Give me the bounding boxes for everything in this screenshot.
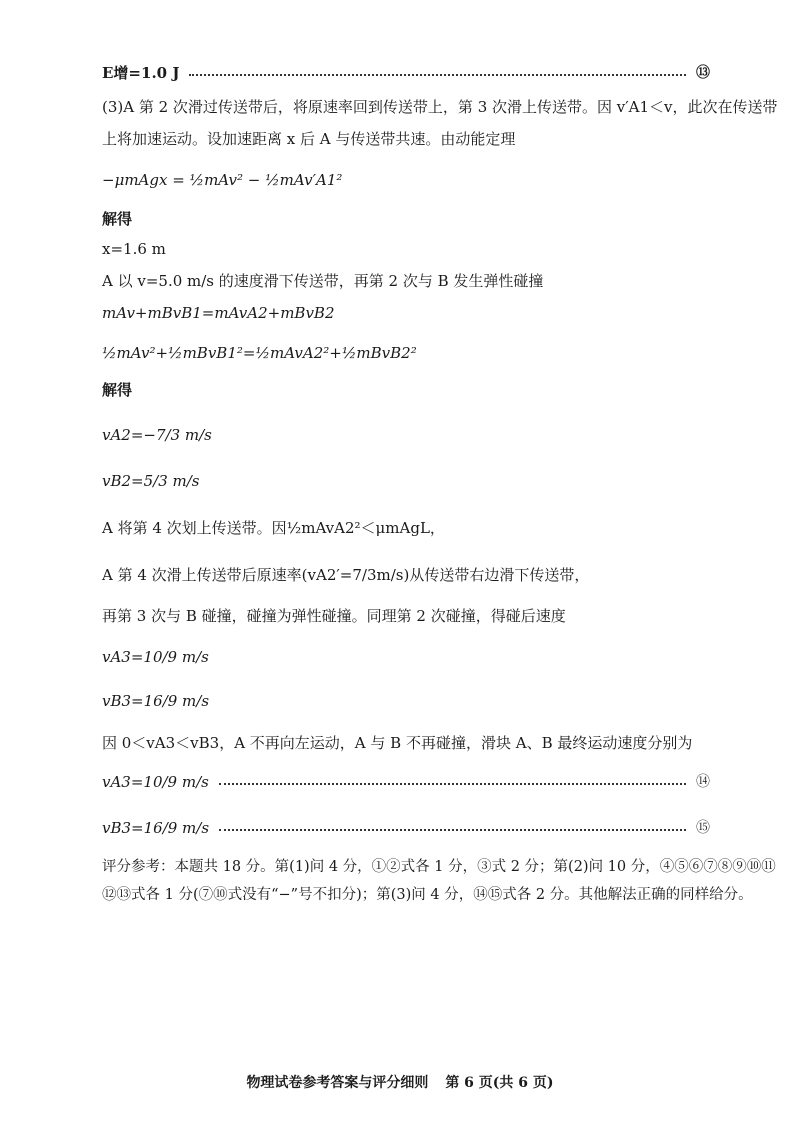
- final-vB3-line: [102, 818, 710, 838]
- leader-dots: [219, 829, 686, 831]
- final-vA3-line: [102, 772, 710, 792]
- solution-label-2: 解得: [102, 381, 133, 399]
- part3-paragraph-2: 上将加速运动。设加速距离 x 后 A 与传送带共速。由动能定理: [102, 130, 516, 148]
- third-collision-sentence: 再第 3 次与 B 碰撞，碰撞为弹性碰撞。同理第 2 次碰撞，得碰后速度: [102, 607, 566, 625]
- eq-marker-15: ⑮: [696, 820, 710, 836]
- second-collision-sentence: A 以 v=5.0 m/s 的速度滑下传送带，再第 2 次与 B 发生弹性碰撞: [102, 272, 544, 290]
- vB2-result: vB2=5/3 m/s: [102, 472, 200, 490]
- fourth-descent-sentence: A 第 4 次滑上传送带后原速率(vA2′=7/3m/s)从传送带右边滑下传送带，: [102, 566, 590, 584]
- momentum-equation: mAv+mBvB1=mAvA2+mBvB2: [102, 304, 335, 322]
- solution-label-1: 解得: [102, 210, 133, 228]
- energy-line: [102, 63, 710, 83]
- energy-equation: E增=1.0 J: [102, 64, 180, 82]
- leader-dots: [219, 783, 686, 785]
- work-energy-equation: −μmAgx = ½mAv² − ½mAv′A1²: [102, 171, 343, 189]
- page-footer: [0, 1072, 800, 1092]
- footer-page-number: 第 6 页(共 6 页): [445, 1075, 554, 1091]
- part3-paragraph-1: (3)A 第 2 次滑过传送带后，将原速率回到传送带上，第 3 次滑上传送带。因 v′A1＜v，此次在传送带: [102, 98, 778, 116]
- fourth-ascent-sentence: A 将第 4 次划上传送带。因½mAvA2²＜μmAgL，: [102, 519, 445, 537]
- conclusion-sentence: 因 0＜vA3＜vB3，A 不再向左运动，A 与 B 不再碰撞，滑块 A、B 最终运动速度分别为: [102, 734, 693, 752]
- footer-title: 物理试卷参考答案与评分细则: [246, 1075, 429, 1091]
- final-vA3: vA3=10/9 m/s: [102, 773, 209, 791]
- vA3-result: vA3=10/9 m/s: [102, 648, 209, 666]
- vA2-result: vA2=−7/3 m/s: [102, 426, 212, 444]
- eq-marker-14: ⑭: [696, 774, 710, 790]
- final-vB3: vB3=16/9 m/s: [102, 819, 210, 837]
- leader-dots: [189, 74, 686, 76]
- scoring-note-1: 评分参考：本题共 18 分。第(1)问 4 分，①②式各 1 分，③式 2 分；第(2)问 10 分，④⑤⑥⑦⑧⑨⑩⑪: [102, 859, 776, 875]
- energy-conservation-equation: ½mAv²+½mBvB1²=½mAvA2²+½mBvB2²: [102, 344, 417, 362]
- distance-result: x=1.6 m: [102, 240, 166, 258]
- scoring-note-2: ⑫⑬式各 1 分(⑦⑩式没有“−”号不扣分)；第(3)问 4 分，⑭⑮式各 2 分。其他解法正确的同样给分。: [102, 887, 753, 903]
- vB3-result: vB3=16/9 m/s: [102, 692, 210, 710]
- eq-marker-13: ⑬: [696, 65, 710, 81]
